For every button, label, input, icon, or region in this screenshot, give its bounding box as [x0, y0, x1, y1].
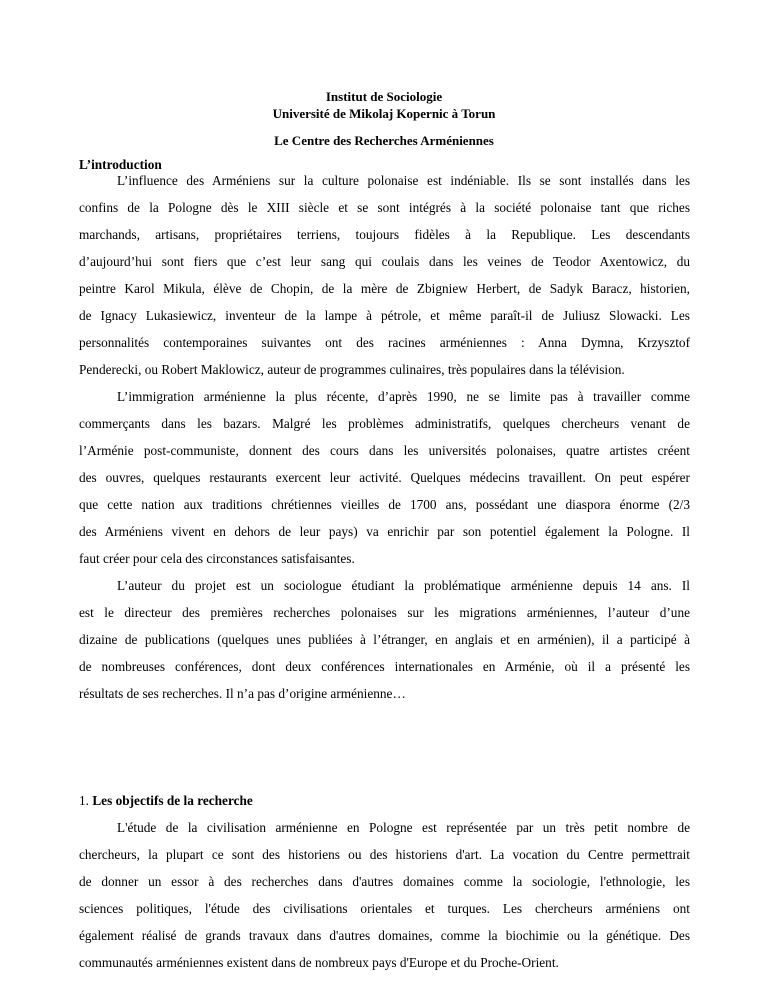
text-line: marchands, artisans, propriétaires terriens, toujours fidèles à la Republique. Les descendants	[79, 227, 690, 242]
text-line: Penderecki, ou Robert Maklowicz, auteur de programmes culinaires, très populaires dans la télévision.	[79, 362, 625, 377]
text-line: d’aujourd’hui sont fiers que c’est leur sang qui coulais dans les veines de Teodor Axentowicz, du	[79, 254, 690, 269]
text-line: de Ignacy Lukasiewicz, inventeur de la lampe à pétrole, et même paraît-il de Juliusz Slowacki. Les	[79, 308, 690, 323]
text-line: chercheurs, la plupart ce sont des historiens ou des historiens d'art. La vocation du Centre permettrait	[79, 847, 690, 862]
text-line: est le directeur des premières recherches polonaises sur les migrations arméniennes, l’auteur d’une	[79, 605, 690, 620]
text-line: confins de la Pologne dès le XIII siècle et se sont intégrés à la société polonaise tant que riches	[79, 200, 690, 215]
text-line: L’influence des Arméniens sur la culture polonaise est indéniable. Ils se sont installés dans les	[117, 173, 690, 188]
text-line: résultats de ses recherches. Il n’a pas d’origine arménienne…	[79, 686, 406, 701]
section-number: 1.	[79, 793, 89, 808]
text-line: sciences politiques, l'étude des civilisations orientales et turques. Les chercheurs arméniens ont	[79, 901, 690, 916]
section-1-heading	[79, 793, 253, 809]
section-title: Les objectifs de la recherche	[92, 793, 253, 808]
institute-name: Institut de Sociologie	[325, 89, 443, 104]
intro-heading: L’introduction	[79, 157, 162, 172]
text-line: faut créer pour cela des circonstances satisfaisantes.	[79, 551, 355, 566]
text-line: commerçants dans les bazars. Malgré les problèmes administratifs, quelques chercheurs venant de	[79, 416, 690, 431]
document-title: Le Centre des Recherches Arméniennes	[274, 133, 494, 148]
text-line: communautés arméniennes existent dans de nombreux pays d'Europe et du Proche-Orient.	[79, 955, 559, 970]
text-line: peintre Karol Mikula, élève de Chopin, de la mère de Zbigniew Herbert, de Sadyk Baracz, historien,	[79, 281, 690, 296]
text-line: de donner un essor à des recherches dans d'autres domaines comme la sociologie, l'ethnologie, les	[79, 874, 690, 889]
text-line: de nombreuses conférences, dont deux conférences internationales en Arménie, où il a présenté les	[79, 659, 690, 674]
text-line: que cette nation aux traditions chrétiennes vieilles de 1700 ans, possédant une diaspora énorme (2/3	[79, 497, 690, 512]
text-line: également réalisé de grands travaux dans d'autres domaines, comme la biochimie ou la génétique. Des	[79, 928, 690, 943]
text-line: L'étude de la civilisation arménienne en Pologne est représentée par un très petit nombre de	[117, 820, 690, 835]
text-line: des Arméniens vivent en dehors de leur pays) va enrichir par son potentiel également la Pologne. Il	[79, 524, 690, 539]
university-name: Université de Mikolaj Kopernic à Torun	[272, 106, 496, 121]
text-line: L’immigration arménienne la plus récente, d’après 1990, ne se limite pas à travailler comme	[117, 389, 690, 404]
text-line: dizaine de publications (quelques unes publiées à l’étranger, en anglais et en arménien), il a participé à	[79, 632, 690, 647]
text-line: personnalités contemporaines suivantes ont des racines arméniennes : Anna Dymna, Krzysztof	[79, 335, 690, 350]
text-line: l’Arménie post-communiste, donnent des cours dans les universités polonaises, quatre artistes créent	[79, 443, 690, 458]
text-line: L’auteur du projet est un sociologue étudiant la problématique arménienne depuis 14 ans. Il	[117, 578, 690, 593]
text-line: des ouvres, quelques restaurants exercent leur activité. Quelques médecins travaillent. On peut espérer	[79, 470, 690, 485]
